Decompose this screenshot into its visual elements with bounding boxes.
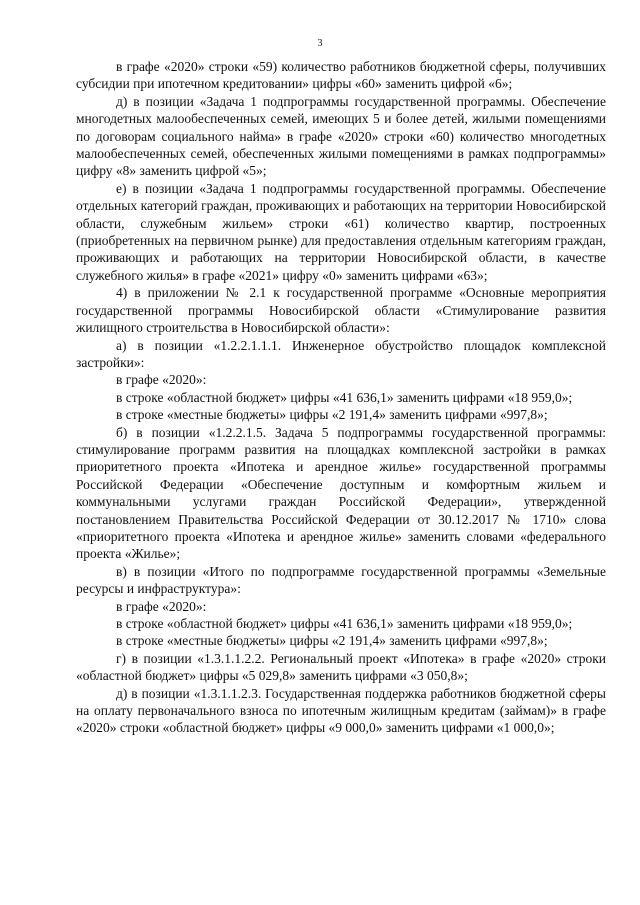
paragraph: б) в позиции «1.2.2.1.5. Задача 5 подпрограммы государственной программы: стимулирование программ развития на площадках комплексной застройки в рамках приоритетного проекта «Ипотека и арендное жилье» государственной программы Российской Федерации «Обеспечение доступным и комфортным жильем и коммунальными услугами граждан Российской Федерации», утвержденной постановлением Правительства Российской Федерации от 30.12.2017 № 1710» слова «приоритетного проекта «Ипотека и арендное жилье» заменить словами «федерального проекта «Жилье»; bbox=[76, 424, 606, 562]
paragraph: в графе «2020»: bbox=[116, 598, 207, 614]
paragraph: д) в позиции «Задача 1 подпрограммы государственной программы. Обеспечение многодетных малообеспеченных семей, имеющих 5 и более детей, жилыми помещениями по договорам социального найма» в графе «2020» строки «60) количество многодетных малообеспеченных семей, обеспеченных жилыми помещениями в рамках подпрограммы» цифру «8» заменить цифрой «5»; bbox=[76, 93, 606, 179]
paragraph: в строке «местные бюджеты» цифры «2 191,4» заменить цифрами «997,8»; bbox=[116, 407, 548, 423]
paragraph: в) в позиции «Итого по подпрограмме государственной программы «Земельные ресурсы и инфраструктура»: bbox=[76, 563, 606, 597]
paragraph: 4) в приложении № 2.1 к государственной программе «Основные мероприятия государственной программы Новосибирской области «Стимулирование развития жилищного строительства в Новосибирской области»: bbox=[76, 285, 606, 336]
paragraph: в строке «областной бюджет» цифры «41 636,1» заменить цифрами «18 959,0»; bbox=[116, 389, 573, 405]
paragraph: е) в позиции «Задача 1 подпрограммы государственной программы. Обеспечение отдельных категорий граждан, проживающих и работающих на территории Новосибирской области, служебным жильем» строки «61) количество квартир, построенных (приобретенных на первичном рынке) для предоставления отдельным категориям граждан, проживающих и работающих на территории Новосибирской области, в качестве служебного жилья» в графе «2021» цифру «0» заменить цифрами «63»; bbox=[76, 180, 606, 283]
paragraph: в графе «2020»: bbox=[116, 372, 207, 388]
paragraph: г) в позиции «1.3.1.1.2.2. Региональный проект «Ипотека» в графе «2020» строки «областной бюджет» цифры «5 029,8» заменить цифрами «3 050,8»; bbox=[76, 650, 606, 684]
paragraph: в строке «областной бюджет» цифры «41 636,1» заменить цифрами «18 959,0»; bbox=[116, 616, 573, 631]
paragraph: в графе «2020» строки «59) количество работников бюджетной сферы, получивших субсидии при ипотечном кредитовании» цифры «60» заменить цифрой «6»; bbox=[76, 59, 606, 92]
page-number: 3 bbox=[317, 38, 323, 49]
paragraph: д) в позиции «1.3.1.1.2.3. Государственная поддержка работников бюджетной сферы на оплату первоначального взноса по ипотечным жилищным кредитам (займам)» в графе «2020» строки «областной бюджет» цифры «9 000,0» заменить цифрами «1 000,0»; bbox=[76, 685, 606, 736]
paragraph: а) в позиции «1.2.2.1.1.1. Инженерное обустройство площадок комплексной застройки»: bbox=[76, 337, 606, 370]
document-body bbox=[76, 58, 606, 737]
paragraph: в строке «местные бюджеты» цифры «2 191,4» заменить цифрами «997,8»; bbox=[116, 633, 548, 649]
